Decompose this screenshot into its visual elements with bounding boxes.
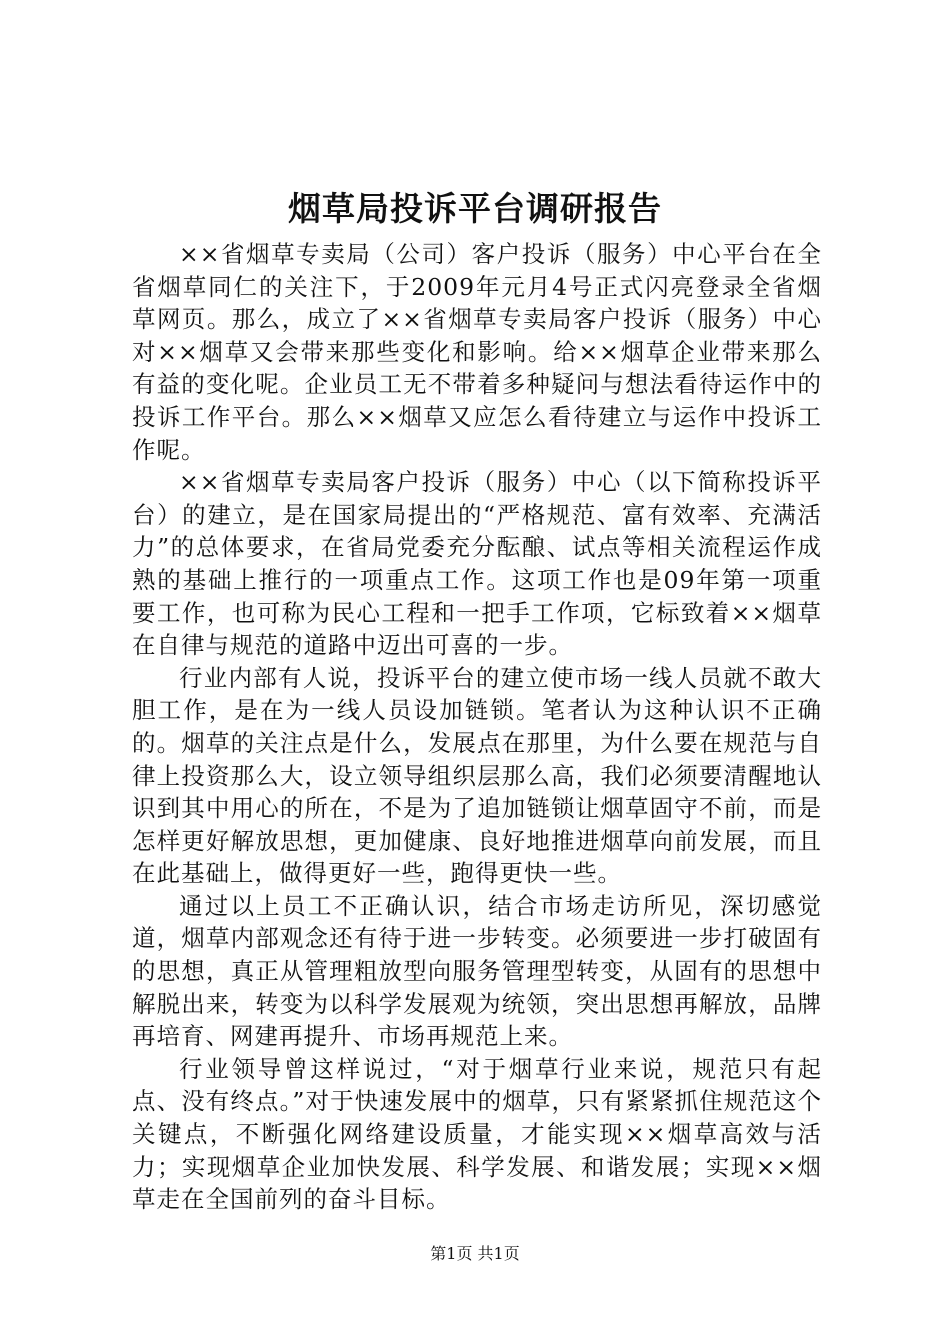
paragraph-1: ××省烟草专卖局（公司）客户投诉（服务）中心平台在全省烟草同仁的关注下，于2009年元月4号正式闪亮登录全省烟草网页。那么，成立了××省烟草专卖局客户投诉（服务）中心对××烟草又会带来那些变化和影响。给××烟草企业带来那么有益的变化呢。企业员工无不带着多种疑问与想法看待运作中的投诉工作平台。那么××烟草又应怎么看待建立与运作中投诉工作呢。	[132, 240, 822, 464]
document-body	[132, 238, 822, 1216]
paragraph-3: 行业内部有人说，投诉平台的建立使市场一线人员就不敢大胆工作，是在为一线人员设加链锁。笔者认为这种认识不正确的。烟草的关注点是什么，发展点在那里，为什么要在规范与自律上投资那么大，设立领导组织层那么高，我们必须要清醒地认识到其中用心的所在，不是为了追加链锁让烟草固守不前，而是怎样更好解放思想，更加健康、良好地推进烟草向前发展，而且在此基础上，做得更好一些，跑得更快一些。	[132, 663, 822, 888]
document-title: 烟草局投诉平台调研报告	[288, 189, 662, 228]
paragraph-2: ××省烟草专卖局客户投诉（服务）中心（以下简称投诉平台）的建立，是在国家局提出的“严格规范、富有效率、充满活力”的总体要求，在省局党委充分酝酿、试点等相关流程运作成熟的基础上推行的一项重点工作。这项工作也是09年第一项重要工作，也可称为民心工程和一把手工作项，它标致着××烟草在自律与规范的道路中迈出可喜的一步。	[132, 468, 822, 660]
paragraph-4: 通过以上员工不正确认识，结合市场走访所见，深切感觉道，烟草内部观念还有待于进一步转变。必须要进一步打破固有的思想，真正从管理粗放型向服务管理型转变，从固有的思想中解脱出来，转变为以科学发展观为统领，突出思想再解放，品牌再培育、网建再提升、市场再规范上来。	[132, 891, 822, 1051]
paragraph-5: 行业领导曾这样说过，“对于烟草行业来说，规范只有起点、没有终点。”对于快速发展中的烟草，只有紧紧抓住规范这个关键点，不断强化网络建设质量，才能实现××烟草高效与活力；实现烟草企业加快发展、科学发展、和谐发展；实现××烟草走在全国前列的奋斗目标。	[132, 1054, 822, 1214]
page-number-footer: 第1页 共1页	[430, 1244, 520, 1263]
